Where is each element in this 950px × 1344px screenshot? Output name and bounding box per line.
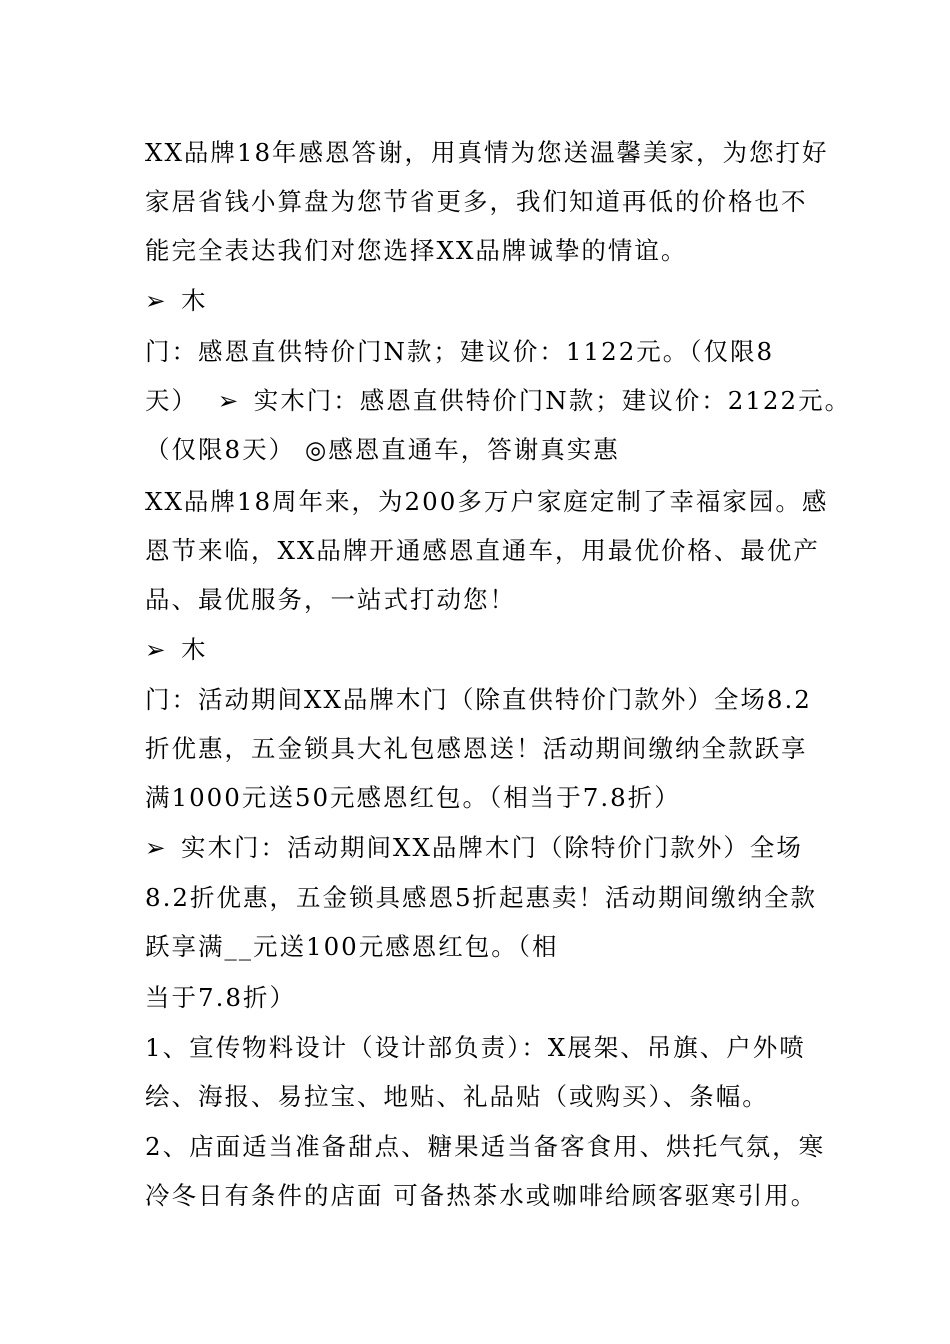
paragraph-line: XX品牌18周年来，为200多万户家庭定制了幸福家园。感 [145, 487, 829, 516]
paragraph-line: XX品牌18年感恩答谢，用真情为您送温馨美家，为您打好 [145, 138, 829, 167]
bullet-text: 木 [181, 635, 208, 664]
paragraph-line: 恩节来临，XX品牌开通感恩直通车，用最优价格、最优产 [145, 536, 820, 565]
bullet-text: 实木门：感恩直供特价门N款；建议价：2122元。 [253, 386, 852, 415]
mixed-line [145, 384, 852, 418]
paragraph-line: 当于7.8折） [145, 983, 296, 1012]
bullet-line [145, 831, 825, 865]
paragraph-line: 2、店面适当准备甜点、糖果适当备客食用、烘托气氛，寒 [145, 1132, 826, 1161]
paragraph-line: （仅限8天） ◎感恩直通车，答谢真实惠 [145, 435, 620, 464]
paragraph-line: 能完全表达我们对您选择XX品牌诚挚的情谊。 [145, 236, 688, 265]
paragraph-line: 8.2折优惠，五金锁具感恩5折起惠卖！活动期间缴纳全款 [145, 883, 818, 912]
paragraph-line: 门：感恩直供特价门N款；建议价：1122元。（仅限8 [145, 337, 775, 366]
paragraph-line: 绘、海报、易拉宝、地贴、礼品贴（或购买）、条幅。 [145, 1082, 769, 1111]
paragraph-line: 品、最优服务，一站式打动您！ [145, 585, 516, 614]
arrow-bullet-icon: ➢ [145, 286, 168, 315]
paragraph-line: 满1000元送50元感恩红包。（相当于7.8折） [145, 783, 681, 812]
arrow-bullet-icon: ➢ [217, 386, 241, 415]
bullet-text: 实木门：活动期间XX品牌木门（除特价门款外）全场 [181, 833, 803, 862]
paragraph-line: 冷冬日有条件的店面 可备热茶水或咖啡给顾客驱寒引用。 [145, 1181, 818, 1210]
bullet-line [145, 633, 825, 667]
arrow-bullet-icon: ➢ [145, 833, 168, 862]
paragraph-line: 1、宣传物料设计（设计部负责）：X展架、吊旗、户外喷 [145, 1033, 806, 1062]
bullet-line [145, 284, 825, 318]
paragraph-line: 折优惠，五金锁具大礼包感恩送！活动期间缴纳全款跃享 [145, 734, 808, 763]
arrow-bullet-icon: ➢ [145, 635, 168, 664]
paragraph-line: 家居省钱小算盘为您节省更多，我们知道再低的价格也不 [145, 187, 808, 216]
line-text: 天） [145, 386, 198, 415]
bullet-text: 木 [181, 286, 208, 315]
paragraph-line: 跃享满__元送100元感恩红包。（相 [145, 932, 559, 961]
paragraph-line: 门：活动期间XX品牌木门（除直供特价门款外）全场8.2 [145, 685, 812, 714]
